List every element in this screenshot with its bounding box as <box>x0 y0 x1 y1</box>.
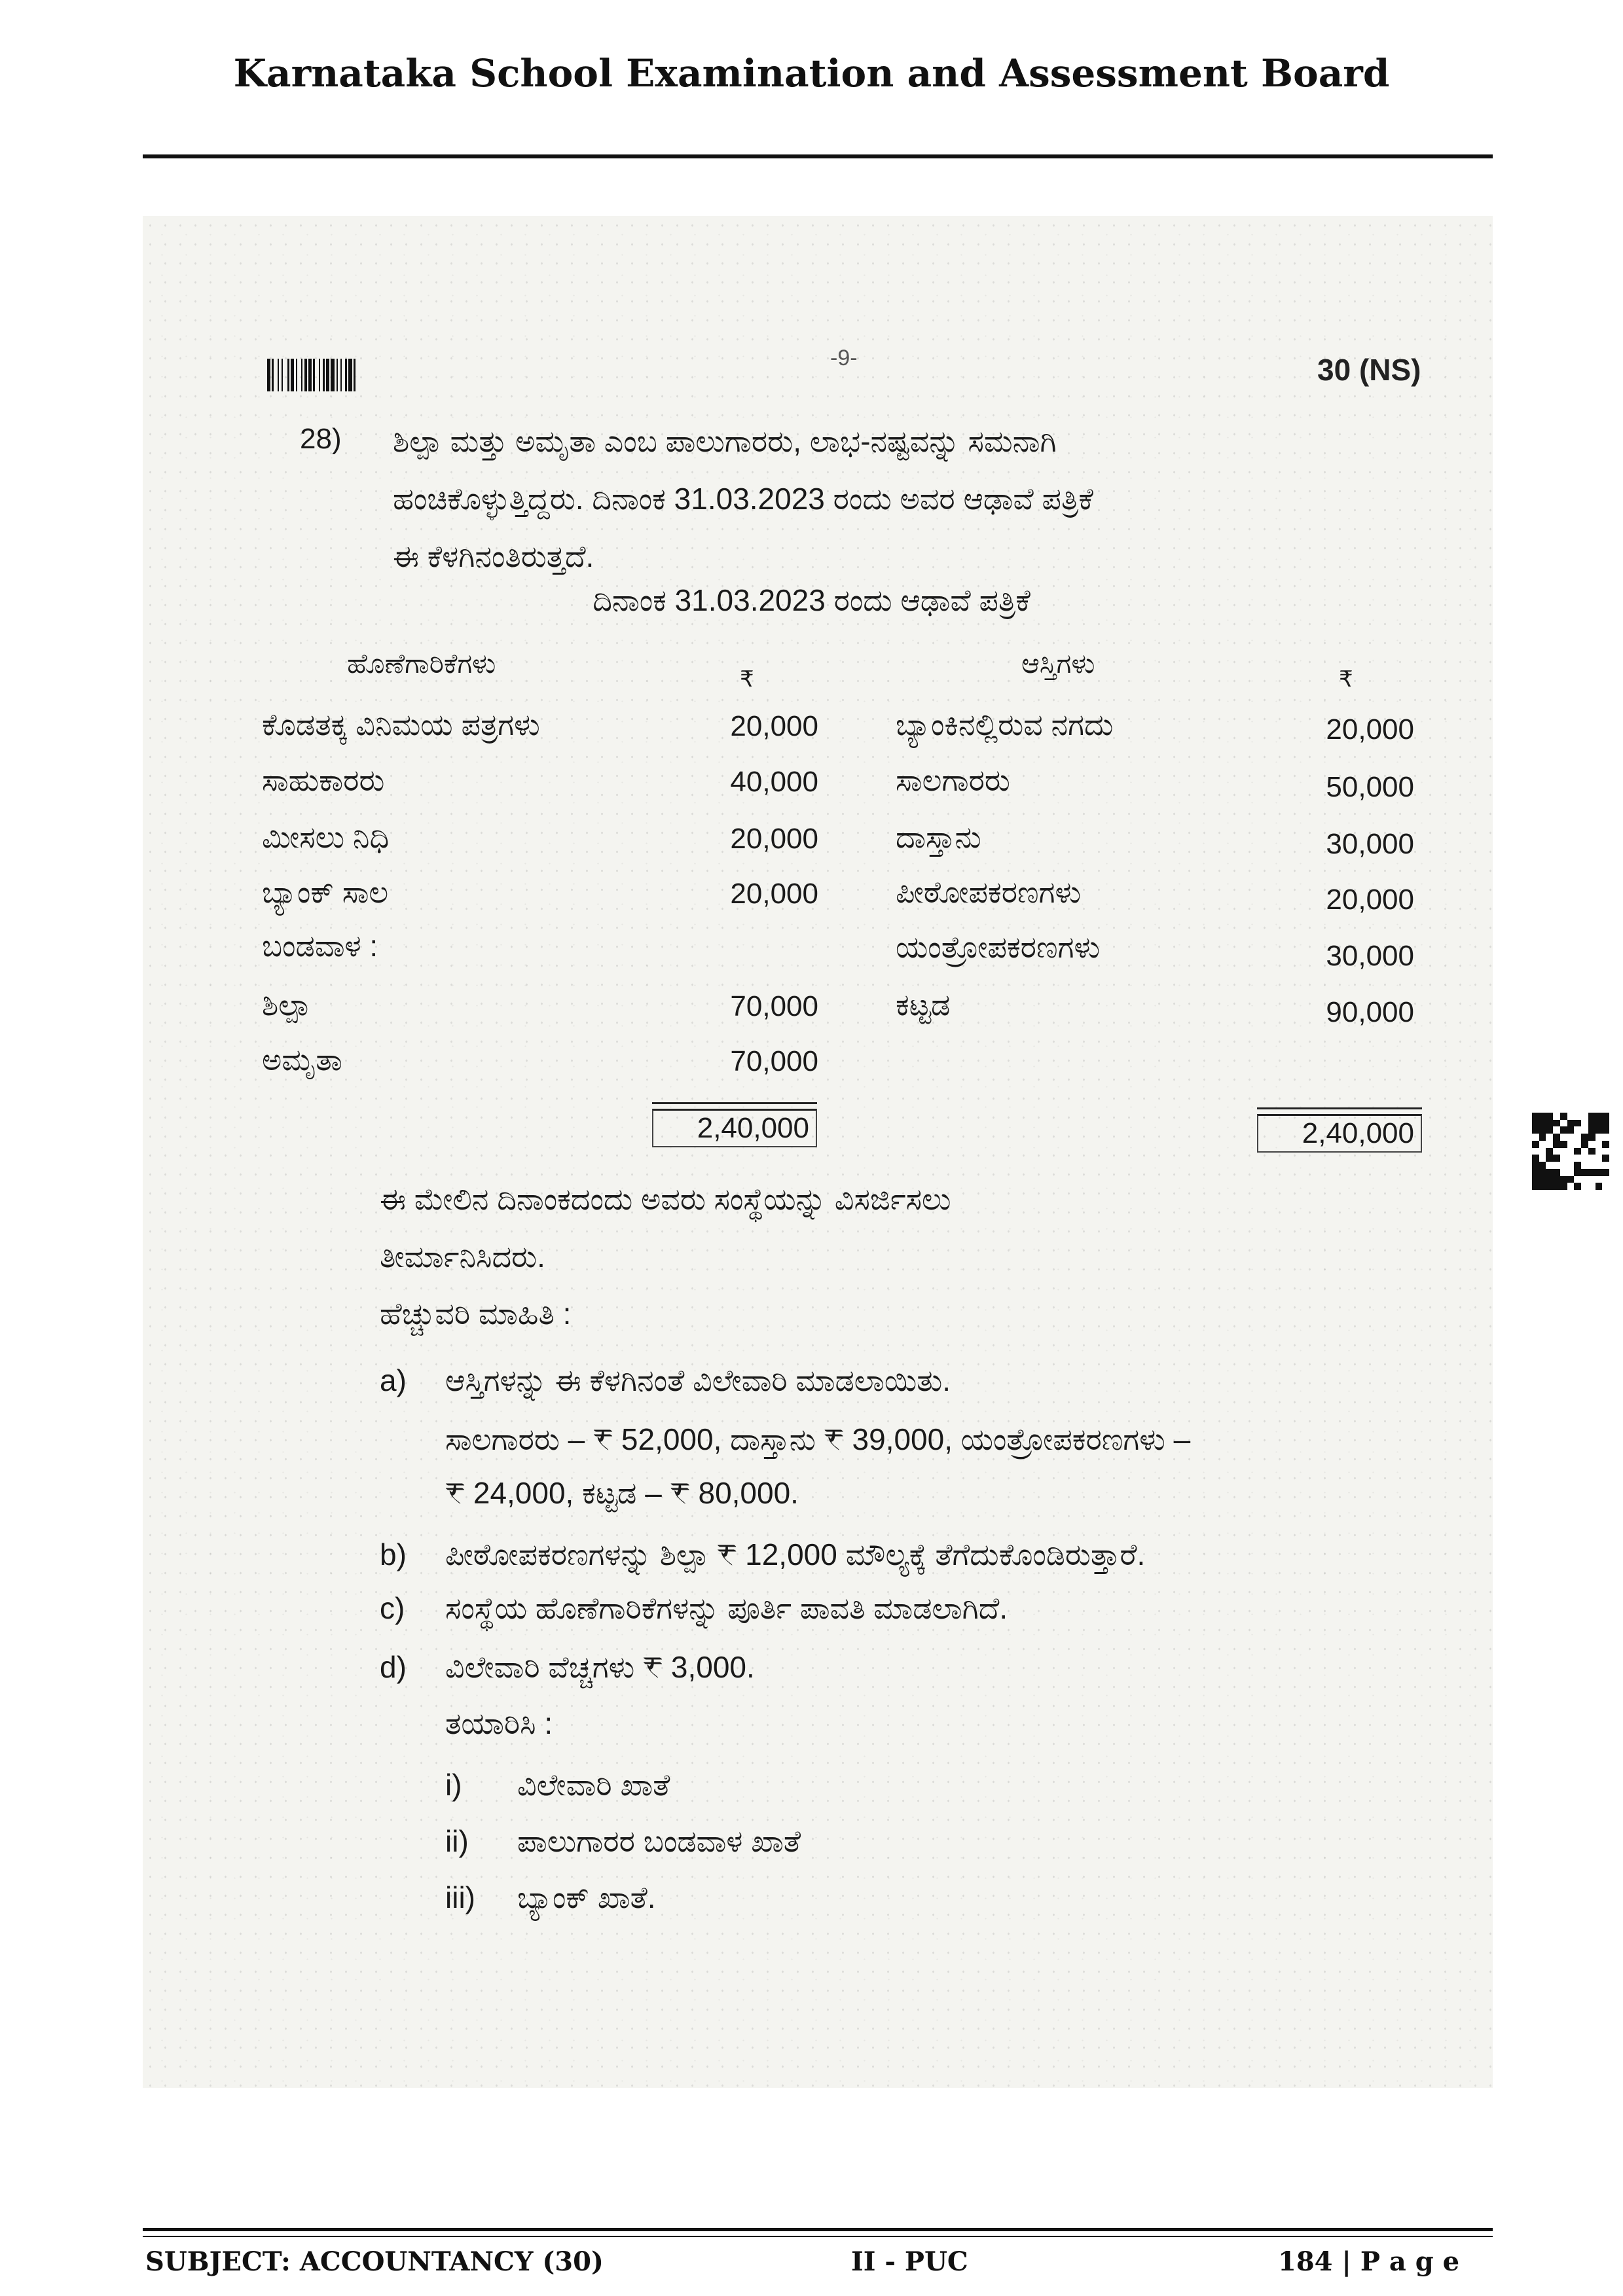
qr-module <box>1553 1120 1560 1127</box>
qr-module <box>1602 1113 1609 1120</box>
asset-amount: 20,000 <box>1326 884 1414 916</box>
qr-module <box>1596 1120 1603 1127</box>
asset-label: ದಾಸ್ತಾನು <box>896 820 981 854</box>
qr-module <box>1581 1134 1588 1141</box>
prepare-item-label: ವಿಲೇವಾರಿ ಖಾತೆ <box>517 1768 670 1802</box>
qr-module <box>1574 1113 1581 1120</box>
qr-module <box>1581 1162 1588 1169</box>
qr-module <box>1602 1183 1609 1190</box>
qr-module <box>1596 1176 1603 1183</box>
asset-label: ಪೀಠೋಪಕರಣಗಳು <box>896 875 1082 909</box>
footer-page: 184 | P a g e <box>1278 2246 1460 2277</box>
liabilities-currency: ₹ <box>740 667 754 692</box>
qr-module <box>1553 1176 1560 1183</box>
prepare-item-marker: ii) <box>445 1824 469 1858</box>
qr-module <box>1532 1141 1539 1148</box>
qr-module <box>1588 1162 1596 1169</box>
qr-module <box>1553 1155 1560 1162</box>
qr-module <box>1574 1155 1581 1162</box>
qr-module <box>1588 1113 1596 1120</box>
qr-module <box>1567 1176 1575 1183</box>
qr-module <box>1596 1169 1603 1176</box>
liability-amount: 70,000 <box>730 1045 818 1077</box>
qr-module <box>1539 1183 1546 1190</box>
liability-amount: 20,000 <box>730 823 818 855</box>
info-item-marker: d) <box>380 1650 407 1684</box>
qr-module <box>1560 1126 1567 1134</box>
qr-module <box>1567 1141 1575 1148</box>
info-item-marker: b) <box>380 1537 407 1571</box>
qr-module <box>1560 1113 1567 1120</box>
qr-module <box>1539 1176 1546 1183</box>
qr-module <box>1596 1162 1603 1169</box>
qr-module <box>1560 1169 1567 1176</box>
qr-module <box>1602 1141 1609 1148</box>
qr-module <box>1539 1162 1546 1169</box>
liability-label: ಶಿಲ್ಪಾ <box>262 988 311 1022</box>
qr-module <box>1596 1141 1603 1148</box>
qr-module <box>1574 1183 1581 1190</box>
qr-module <box>1574 1141 1581 1148</box>
question-text <box>393 412 1421 585</box>
qr-module <box>1532 1176 1539 1183</box>
qr-code <box>1532 1113 1609 1190</box>
qr-module <box>1567 1134 1575 1141</box>
qr-module <box>1602 1126 1609 1134</box>
qr-module <box>1546 1134 1553 1141</box>
info-item-line: ಸಾಲಗಾರರು – ₹ 52,000, ದಾಸ್ತಾನು ₹ 39,000, ಯಂತ್ರೋಪಕರಣಗಳು – <box>445 1422 1191 1456</box>
qr-module <box>1588 1148 1596 1155</box>
qr-module <box>1588 1183 1596 1190</box>
liabilities-total: 2,40,000 <box>652 1109 817 1147</box>
qr-module <box>1560 1155 1567 1162</box>
qr-module <box>1567 1126 1575 1134</box>
question-line: ಶಿಲ್ಪಾ ಮತ್ತು ಅಮೃತಾ ಎಂಬ ಪಾಲುಗಾರರು, ಲಾಭ-ನಷ್ಟವನ್ನು ಸಮನಾಗಿ <box>393 424 1057 458</box>
info-item-line: ವಿಲೇವಾರಿ ವೆಚ್ಚಗಳು ₹ 3,000. <box>445 1650 755 1684</box>
qr-module <box>1567 1183 1575 1190</box>
qr-module <box>1574 1126 1581 1134</box>
footer-class: II - PUC <box>851 2246 968 2277</box>
asset-amount: 50,000 <box>1326 771 1414 803</box>
asset-amount: 90,000 <box>1326 996 1414 1028</box>
qr-module <box>1532 1169 1539 1176</box>
info-item-line: ಸಂಸ್ಥೆಯ ಹೊಣೆಗಾರಿಕೆಗಳನ್ನು ಪೂರ್ತಿ ಪಾವತಿ ಮಾಡಲಾಗಿದೆ. <box>445 1591 1008 1625</box>
liability-amount: 20,000 <box>730 710 818 742</box>
qr-module <box>1602 1155 1609 1162</box>
qr-module <box>1596 1113 1603 1120</box>
qr-module <box>1553 1113 1560 1120</box>
asset-amount: 20,000 <box>1326 713 1414 745</box>
qr-module <box>1546 1169 1553 1176</box>
qr-module <box>1532 1113 1539 1120</box>
qr-module <box>1602 1169 1609 1176</box>
info-item-line: ಆಸ್ತಿಗಳನ್ನು ಈ ಕೆಳಗಿನಂತೆ ವಿಲೇವಾರಿ ಮಾಡಲಾಯಿತು. <box>445 1363 951 1397</box>
info-item-line: ₹ 24,000, ಕಟ್ಟಡ – ₹ 80,000. <box>445 1476 799 1510</box>
qr-module <box>1539 1169 1546 1176</box>
qr-module <box>1532 1183 1539 1190</box>
liabilities-header: ಹೊಣೆಗಾರಿಕೆಗಳು <box>347 648 496 679</box>
qr-module <box>1532 1148 1539 1155</box>
qr-module <box>1532 1134 1539 1141</box>
qr-module <box>1539 1134 1546 1141</box>
qr-module <box>1560 1141 1567 1148</box>
qr-module <box>1574 1176 1581 1183</box>
qr-module <box>1560 1148 1567 1155</box>
qr-module <box>1553 1148 1560 1155</box>
qr-module <box>1539 1155 1546 1162</box>
qr-module <box>1574 1120 1581 1127</box>
qr-module <box>1539 1113 1546 1120</box>
qr-module <box>1546 1176 1553 1183</box>
decision-line: ಈ ಮೇಲಿನ ದಿನಾಂಕದಂದು ಅವರು ಸಂಸ್ಥೆಯನ್ನು ವಿಸರ್ಜಿಸಲು <box>380 1182 951 1216</box>
liability-amount: 70,000 <box>730 990 818 1022</box>
qr-module <box>1581 1169 1588 1176</box>
qr-module <box>1539 1148 1546 1155</box>
qr-module <box>1581 1113 1588 1120</box>
qr-module <box>1553 1126 1560 1134</box>
qr-module <box>1567 1155 1575 1162</box>
qr-module <box>1553 1134 1560 1141</box>
qr-module <box>1546 1141 1553 1148</box>
footer-divider-thin <box>143 2236 1493 2237</box>
qr-module <box>1588 1126 1596 1134</box>
barcode-gap <box>356 359 358 391</box>
qr-module <box>1567 1113 1575 1120</box>
qr-module <box>1560 1183 1567 1190</box>
liability-label: ಬ್ಯಾಂಕ್ ಸಾಲ <box>262 875 389 909</box>
qr-module <box>1532 1126 1539 1134</box>
question-line: ಹಂಚಿಕೊಳ್ಳುತ್ತಿದ್ದರು. ದಿನಾಂಕ 31.03.2023 ರಂದು ಅವರ ಆಢಾವೆ ಪತ್ರಿಕೆ <box>393 482 1093 516</box>
qr-module <box>1546 1120 1553 1127</box>
decision-line: ತೀರ್ಮಾನಿಸಿದರು. <box>380 1240 545 1274</box>
qr-module <box>1602 1176 1609 1183</box>
info-item-marker: a) <box>380 1363 407 1397</box>
qr-module <box>1560 1162 1567 1169</box>
qr-module <box>1588 1155 1596 1162</box>
qr-module <box>1560 1134 1567 1141</box>
liability-amount: 20,000 <box>730 878 818 910</box>
qr-module <box>1581 1141 1588 1148</box>
qr-module <box>1596 1155 1603 1162</box>
qr-module <box>1588 1120 1596 1127</box>
qr-module <box>1588 1141 1596 1148</box>
asset-label: ಯಂತ್ರೋಪಕರಣಗಳು <box>896 930 1101 964</box>
assets-total: 2,40,000 <box>1257 1114 1422 1153</box>
question-line: ಈ ಕೆಳಗಿನಂತಿರುತ್ತದೆ. <box>393 539 594 573</box>
qr-module <box>1596 1148 1603 1155</box>
qr-module <box>1560 1176 1567 1183</box>
prepare-item-label: ಪಾಲುಗಾರರ ಬಂಡವಾಳ ಖಾತೆ <box>517 1824 801 1858</box>
qr-module <box>1581 1183 1588 1190</box>
asset-label: ಬ್ಯಾಂಕಿನಲ್ಲಿರುವ ನಗದು <box>896 708 1114 742</box>
qr-module <box>1546 1126 1553 1134</box>
prepare-item-marker: iii) <box>445 1880 475 1914</box>
qr-module <box>1581 1176 1588 1183</box>
qr-module <box>1553 1162 1560 1169</box>
qr-module <box>1596 1183 1603 1190</box>
asset-label: ಸಾಲಗಾರರು <box>896 763 1010 797</box>
qr-module <box>1539 1120 1546 1127</box>
assets-header: ಆಸ್ತಿಗಳು <box>1021 648 1095 679</box>
qr-module <box>1574 1148 1581 1155</box>
qr-module <box>1588 1176 1596 1183</box>
scan-page-number: -9- <box>830 346 858 370</box>
qr-module <box>1532 1155 1539 1162</box>
assets-sum-line <box>1257 1107 1422 1109</box>
asset-amount: 30,000 <box>1326 828 1414 860</box>
qr-module <box>1588 1169 1596 1176</box>
qr-module <box>1567 1120 1575 1127</box>
qr-module <box>1602 1148 1609 1155</box>
qr-module <box>1581 1120 1588 1127</box>
prepare-heading: ತಯಾರಿಸಿ : <box>445 1706 553 1740</box>
qr-module <box>1553 1183 1560 1190</box>
qr-module <box>1602 1120 1609 1127</box>
prepare-item-marker: i) <box>445 1768 462 1802</box>
qr-module <box>1553 1169 1560 1176</box>
header-divider <box>143 154 1493 158</box>
qr-module <box>1546 1148 1553 1155</box>
paper-code: 30 (NS) <box>1317 353 1421 387</box>
qr-module <box>1602 1162 1609 1169</box>
qr-module <box>1581 1148 1588 1155</box>
qr-module <box>1546 1162 1553 1169</box>
qr-module <box>1567 1169 1575 1176</box>
qr-module <box>1567 1162 1575 1169</box>
question-number: 28) <box>300 423 342 455</box>
barcode <box>267 359 456 391</box>
additional-info-heading: ಹೆಚ್ಚುವರಿ ಮಾಹಿತಿ : <box>380 1297 572 1331</box>
qr-module <box>1539 1126 1546 1134</box>
footer-divider <box>143 2228 1493 2231</box>
qr-module <box>1588 1134 1596 1141</box>
qr-module <box>1581 1126 1588 1134</box>
qr-module <box>1567 1148 1575 1155</box>
board-title: Karnataka School Examination and Assessment Board <box>233 51 1390 96</box>
liabilities-sum-line <box>652 1102 817 1104</box>
assets-currency: ₹ <box>1339 667 1353 692</box>
qr-module <box>1574 1134 1581 1141</box>
qr-module <box>1532 1162 1539 1169</box>
barcode-gap <box>283 359 287 391</box>
qr-module <box>1602 1134 1609 1141</box>
qr-module <box>1532 1120 1539 1127</box>
liability-amount: 40,000 <box>730 766 818 798</box>
asset-label: ಕಟ್ಟಡ <box>896 988 951 1022</box>
qr-module <box>1574 1162 1581 1169</box>
qr-module <box>1596 1126 1603 1134</box>
decision-text <box>380 1170 1414 1285</box>
prepare-item-label: ಬ್ಯಾಂಕ್ ಖಾತೆ. <box>517 1880 656 1914</box>
qr-module <box>1546 1155 1553 1162</box>
qr-module <box>1546 1113 1553 1120</box>
balance-sheet-title: ದಿನಾಂಕ 31.03.2023 ರಂದು ಆಢಾವೆ ಪತ್ರಿಕೆ <box>593 583 1030 617</box>
qr-module <box>1546 1183 1553 1190</box>
qr-module <box>1596 1134 1603 1141</box>
info-item-line: ಪೀಠೋಪಕರಣಗಳನ್ನು ಶಿಲ್ಪಾ ₹ 12,000 ಮೌಲ್ಯಕ್ಕೆ ತೆಗೆದುಕೊಂಡಿರುತ್ತಾರೆ. <box>445 1537 1146 1571</box>
asset-amount: 30,000 <box>1326 940 1414 972</box>
liability-label: ಅಮೃತಾ <box>262 1043 343 1077</box>
qr-module <box>1560 1120 1567 1127</box>
footer-subject: SUBJECT: ACCOUNTANCY (30) <box>145 2246 604 2277</box>
liability-label: ಮೀಸಲು ನಿಧಿ <box>262 820 390 854</box>
qr-module <box>1539 1141 1546 1148</box>
qr-module <box>1581 1155 1588 1162</box>
liability-label: ಕೊಡತಕ್ಕ ವಿನಿಮಯ ಪತ್ರಗಳು <box>262 708 540 742</box>
qr-module <box>1553 1141 1560 1148</box>
liability-label: ಬಂಡವಾಳ : <box>262 929 378 963</box>
qr-module <box>1574 1169 1581 1176</box>
info-item-marker: c) <box>380 1591 405 1625</box>
liability-label: ಸಾಹುಕಾರರು <box>262 763 385 797</box>
